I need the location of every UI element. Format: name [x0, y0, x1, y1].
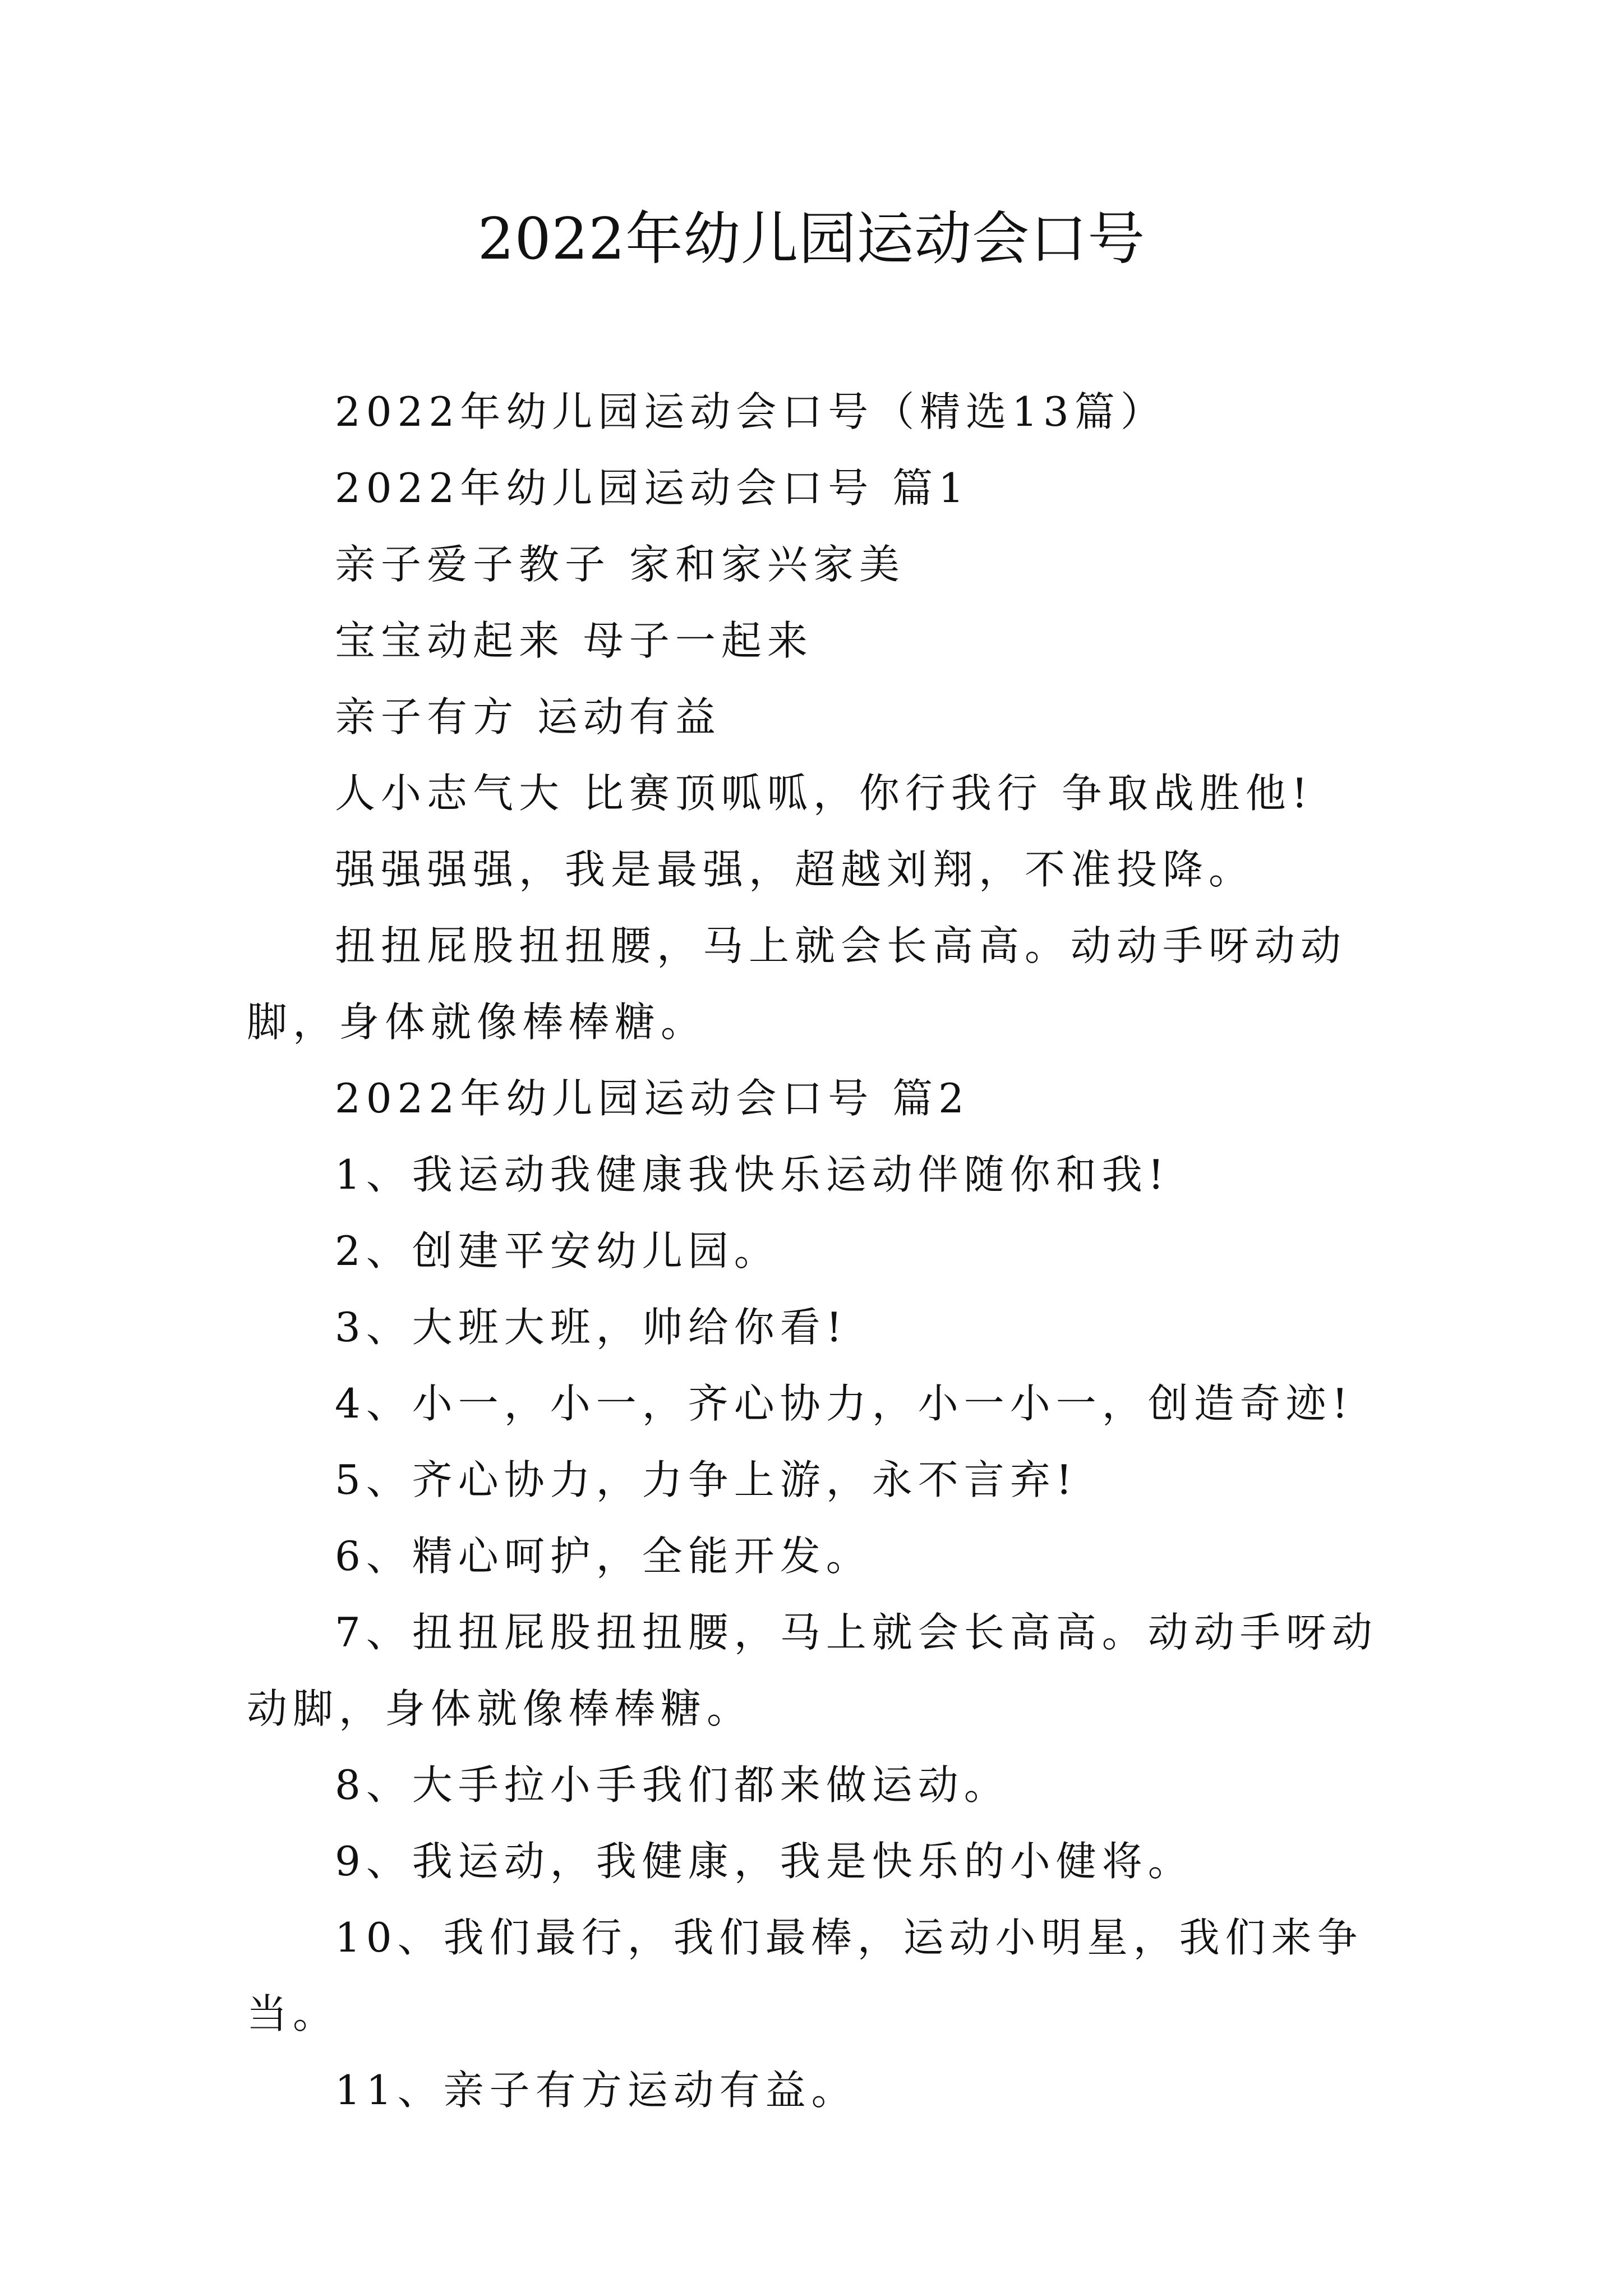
list-item: 6、精心呵护，全能开发。	[335, 1533, 872, 1580]
paragraph: 强强强强，我是最强，超越刘翔，不准投降。	[335, 846, 1255, 893]
paragraph: 宝宝动起来 母子一起来	[335, 617, 813, 664]
list-item: 5、齐心协力，力争上游，永不言弃!	[335, 1456, 1078, 1503]
list-item: 8、大手拉小手我们都来做运动。	[335, 1761, 1010, 1809]
document-body	[247, 374, 1413, 2128]
paragraph: 扭扭屁股扭扭腰，马上就会长高高。动动手呀动动脚，身体就像棒棒糖。	[247, 922, 1347, 1046]
document-title: 2022年幼儿园运动会口号	[477, 206, 1146, 273]
list-item: 9、我运动，我健康，我是快乐的小健将。	[335, 1838, 1194, 1885]
list-item: 7、扭扭屁股扭扭腰，马上就会长高高。动动手呀动动脚，身体就像棒棒糖。	[247, 1609, 1378, 1732]
list-item: 10、我们最行，我们最棒，运动小明星，我们来争当。	[247, 1914, 1363, 2037]
list-item: 4、小一，小一，齐心协力，小一小一，创造奇迹!	[335, 1380, 1354, 1427]
list-item: 3、大班大班，帅给你看!	[335, 1304, 848, 1351]
section-heading-2: 2022年幼儿园运动会口号 篇2	[335, 1075, 970, 1122]
list-item: 1、我运动我健康我快乐运动伴随你和我!	[335, 1151, 1170, 1198]
paragraph: 2022年幼儿园运动会口号（精选13篇）	[335, 388, 1166, 435]
list-item: 2、创建平安幼儿园。	[335, 1227, 780, 1274]
paragraph: 亲子有方 运动有益	[335, 693, 721, 740]
paragraph: 亲子爱子教子 家和家兴家美	[335, 541, 905, 588]
paragraph: 人小志气大 比赛顶呱呱，你行我行 争取战胜他!	[335, 770, 1313, 817]
section-heading-1: 2022年幼儿园运动会口号 篇1	[335, 464, 970, 512]
list-item: 11、亲子有方运动有益。	[335, 2067, 857, 2114]
